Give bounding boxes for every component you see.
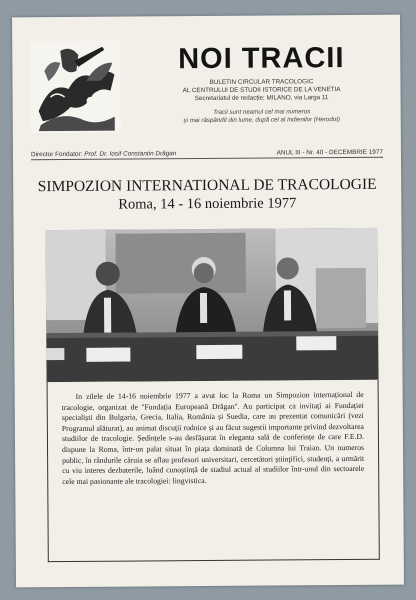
director-credit: [31, 150, 176, 158]
newsletter-page: [12, 15, 404, 588]
motto-line-2: și mai răspândit din lume, după cel al Indienilor (Herodot): [183, 116, 341, 125]
article-place-date: Roma, 14 - 16 noiembrie 1977: [118, 195, 297, 213]
subtitle-line-3: Secretariatul de redacție: MILANO, via Larga 11: [194, 94, 329, 103]
director-name: Prof. Dr. Iosif Constantin Drăgan: [84, 150, 177, 158]
issue-number: ANUL III - Nr. 40 - DECEMBRIE 1977: [276, 148, 383, 157]
article-paragraph: In zilele de 14-16 noiembrie 1977 a avut loc la Roma un Simpozion internațional de tracologie, organizat de ''Fundația Europeană Drăgan''. Au participat ca invitați ai Fundației specialiști din Bulgaria, Grecia, Italia, România și Suedia, care au prezentat comunicări (vezi Programul alăturat), au animat discuții rodnice și au făcut sugestii importante privind dezvoltarea studiilor de tracologie. Ședințele s-au desfășurat în eleganta sală de conferințe de care F.E.D. dispune la Roma, într-un palat situat în piața dominată de Columna lui Traian. Un numeros public, în rândurile căruia se aflau profesori universitari, cercetători științifici, studenți, a urmărit cu viu interes dezbaterile, luând cunoștință de stadiul actual al studiilor într-unul din sectoarele cele mai pasionante ale tracologiei: lingvistica.: [61, 389, 365, 486]
masthead: [132, 43, 391, 126]
subtitle-line-1: BULETIN CIRCULAR TRACOLOGIC: [209, 78, 314, 86]
saint-george-logo-icon: [30, 41, 121, 134]
article-headline: SIMPOZION INTERNATIONAL DE TRACOLOGIE: [37, 175, 377, 196]
subtitle-line-2: AL CENTRULUI DE STUDII ISTORICE DE LA VENETIA: [182, 86, 341, 95]
conference-photo-icon: [46, 228, 379, 382]
director-label: Director Fondator:: [30, 150, 83, 159]
motto-line-1: Tracii sunt neamul cel mai numeros: [213, 108, 311, 116]
newsletter-title: NOI TRACII: [178, 42, 345, 76]
article-body: [47, 380, 380, 562]
